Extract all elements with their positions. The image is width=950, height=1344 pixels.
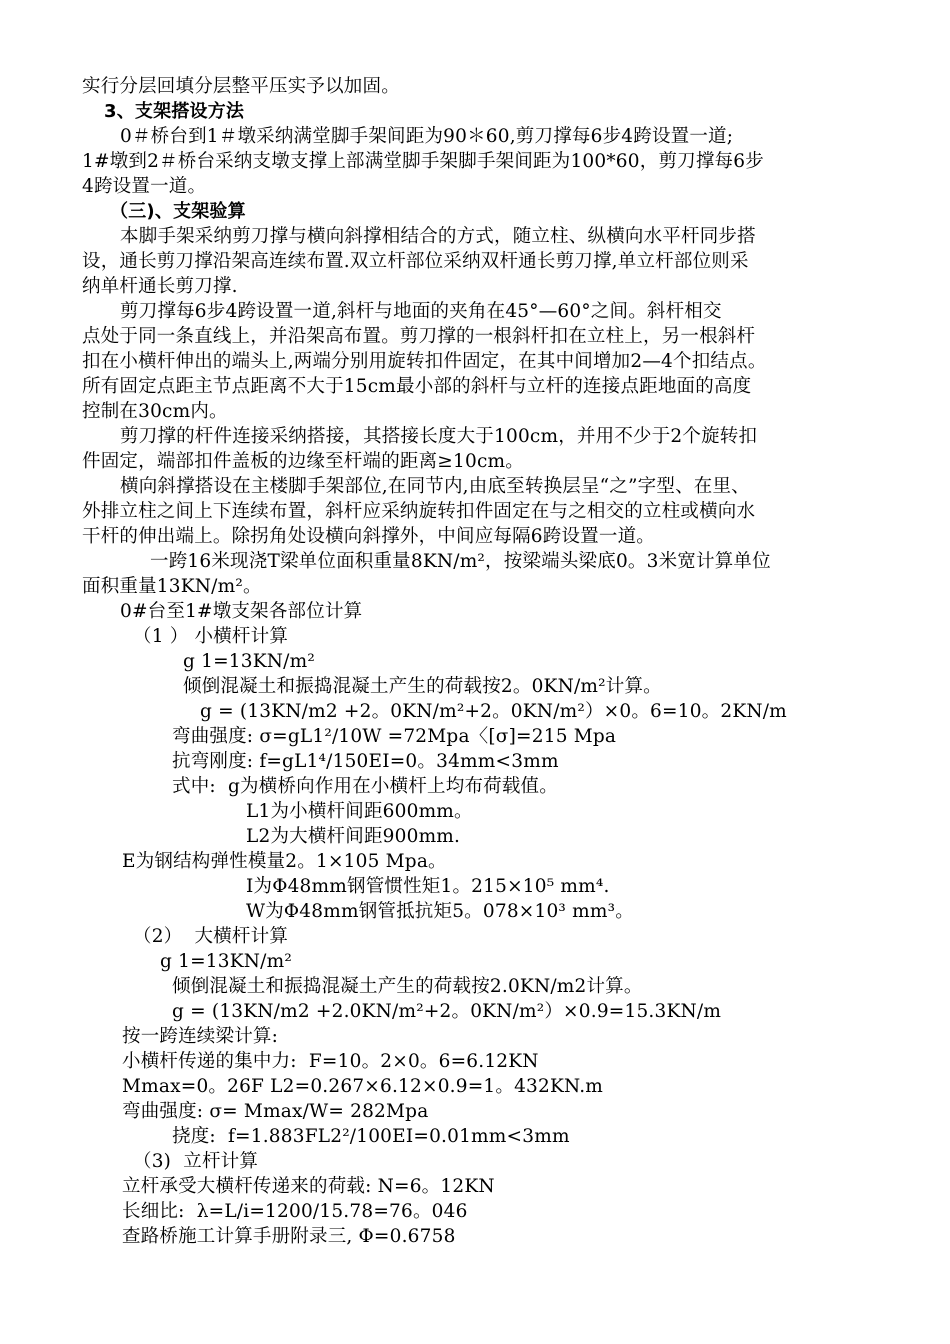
formula-line: 弯曲强度: σ= Mmax/W= 282Mpa	[122, 1101, 429, 1122]
section-heading: 3、支架搭设方法	[104, 101, 245, 122]
text-line: 实行分层回填分层整平压实予以加固。	[82, 76, 400, 97]
section-heading: （三)、支架验算	[110, 201, 246, 222]
formula-line: 小横杆传递的集中力: F=10。2×0。6=6.12KN	[122, 1051, 539, 1072]
subsection-heading: （1 ） 小横杆计算	[133, 626, 289, 647]
text-line: 扣在小横杆伸出的端头上,两端分别用旋转扣件固定，在其中间增加2—4个扣结点。	[82, 351, 767, 372]
text-line: E为钢结构弹性模量2。1×105 Mpa。	[122, 851, 447, 872]
formula-line: 挠度: f=1.883FL2²/100EI=0.01mm<3mm	[172, 1126, 570, 1147]
text-line: W为Φ48mm钢管抵抗矩5。078×10³ mm³。	[246, 901, 634, 922]
text-line: 0＃桥台到1＃墩采纳满堂脚手架间距为90＊60,剪刀撑每6步4跨设置一道;	[120, 126, 734, 147]
text-line: 一跨16米现浇T梁单位面积重量8KN/m²，按梁端头梁底0。3米宽计算单位	[150, 551, 771, 572]
text-line: 横向斜撑搭设在主楼脚手架部位,在同节内,由底至转换层呈“之”字型、在里、	[120, 476, 750, 497]
subsection-heading: （2） 大横杆计算	[133, 926, 289, 947]
formula-line: g = (13KN/m2 +2。0KN/m²+2。0KN/m²）×0。6=10。2KN/m	[200, 701, 787, 722]
formula-line: 长细比: λ=L/i=1200/15.78=76。046	[122, 1201, 468, 1222]
text-line: 本脚手架采纳剪刀撑与横向斜撑相结合的方式，随立柱、纵横向水平杆同步搭	[120, 226, 756, 247]
text-line: 0#台至1#墩支架各部位计算	[120, 601, 363, 622]
text-line: 件固定，端部扣件盖板的边缘至杆端的距离≥10cm。	[82, 451, 524, 472]
text-line: 剪刀撑的杆件连接采纳搭接，其搭接长度大于100cm，并用不少于2个旋转扣	[120, 426, 758, 447]
text-line: 设，通长剪刀撑沿架高连续布置.双立杆部位采纳双杆通长剪刀撑,单立杆部位则采	[82, 251, 749, 272]
text-line: 倾倒混凝土和振捣混凝土产生的荷载按2。0KN/m²计算。	[183, 676, 662, 697]
text-line: 立杆承受大横杆传递来的荷载: N=6。12KN	[122, 1176, 495, 1197]
formula-line: g = (13KN/m2 +2.0KN/m²+2。0KN/m²）×0.9=15.3KN/m	[172, 1001, 722, 1022]
text-line: L2为大横杆间距900mm.	[246, 826, 461, 847]
formula-line: 抗弯刚度: f=gL1⁴/150EI=0。34mm<3mm	[172, 751, 559, 772]
text-line: 式中: g为横桥向作用在小横杆上均布荷载值。	[172, 776, 558, 797]
text-line: L1为小横杆间距600mm。	[246, 801, 473, 822]
text-line: 外排立柱之间上下连续布置，斜杆应采纳旋转扣件固定在与之相交的立柱或横向水	[82, 501, 756, 522]
text-line: 纳单杆通长剪刀撑.	[82, 276, 238, 297]
text-line: I为Φ48mm钢管惯性矩1。215×10⁵ mm⁴.	[246, 876, 610, 897]
text-line: 干杆的伸出端上。除拐角处设横向斜撑外，中间应每隔6跨设置一道。	[82, 526, 655, 547]
text-line: 剪刀撑每6步4跨设置一道,斜杆与地面的夹角在45°—60°之间。斜杆相交	[120, 301, 722, 322]
text-line: 面积重量13KN/m²。	[82, 576, 262, 597]
text-line: 倾倒混凝土和振捣混凝土产生的荷载按2.0KN/m2计算。	[172, 976, 643, 997]
text-line: 4跨设置一道。	[82, 176, 207, 197]
text-line: 按一跨连续梁计算:	[122, 1026, 279, 1047]
text-line: g 1=13KN/m²	[183, 651, 315, 672]
text-line: g 1=13KN/m²	[160, 951, 292, 972]
text-line: 控制在30cm内。	[82, 401, 228, 422]
text-line: 1#墩到2＃桥台采纳支墩支撑上部满堂脚手架脚手架间距为100*60，剪刀撑每6步	[82, 151, 764, 172]
text-line: 查路桥施工计算手册附录三, Φ=0.6758	[122, 1226, 456, 1247]
formula-line: Mmax=0。26F L2=0.267×6.12×0.9=1。432KN.m	[122, 1076, 604, 1097]
subsection-heading: （3) 立杆计算	[133, 1151, 259, 1172]
formula-line: 弯曲强度: σ=gL1²/10W =72Mpa〈[σ]=215 Mpa	[172, 726, 617, 747]
text-line: 所有固定点距主节点距离不大于15cm最小部的斜杆与立杆的连接点距地面的高度	[82, 376, 752, 397]
text-line: 点处于同一条直线上，并沿架高布置。剪刀撑的一根斜杆扣在立柱上，另一根斜杆	[82, 326, 756, 347]
